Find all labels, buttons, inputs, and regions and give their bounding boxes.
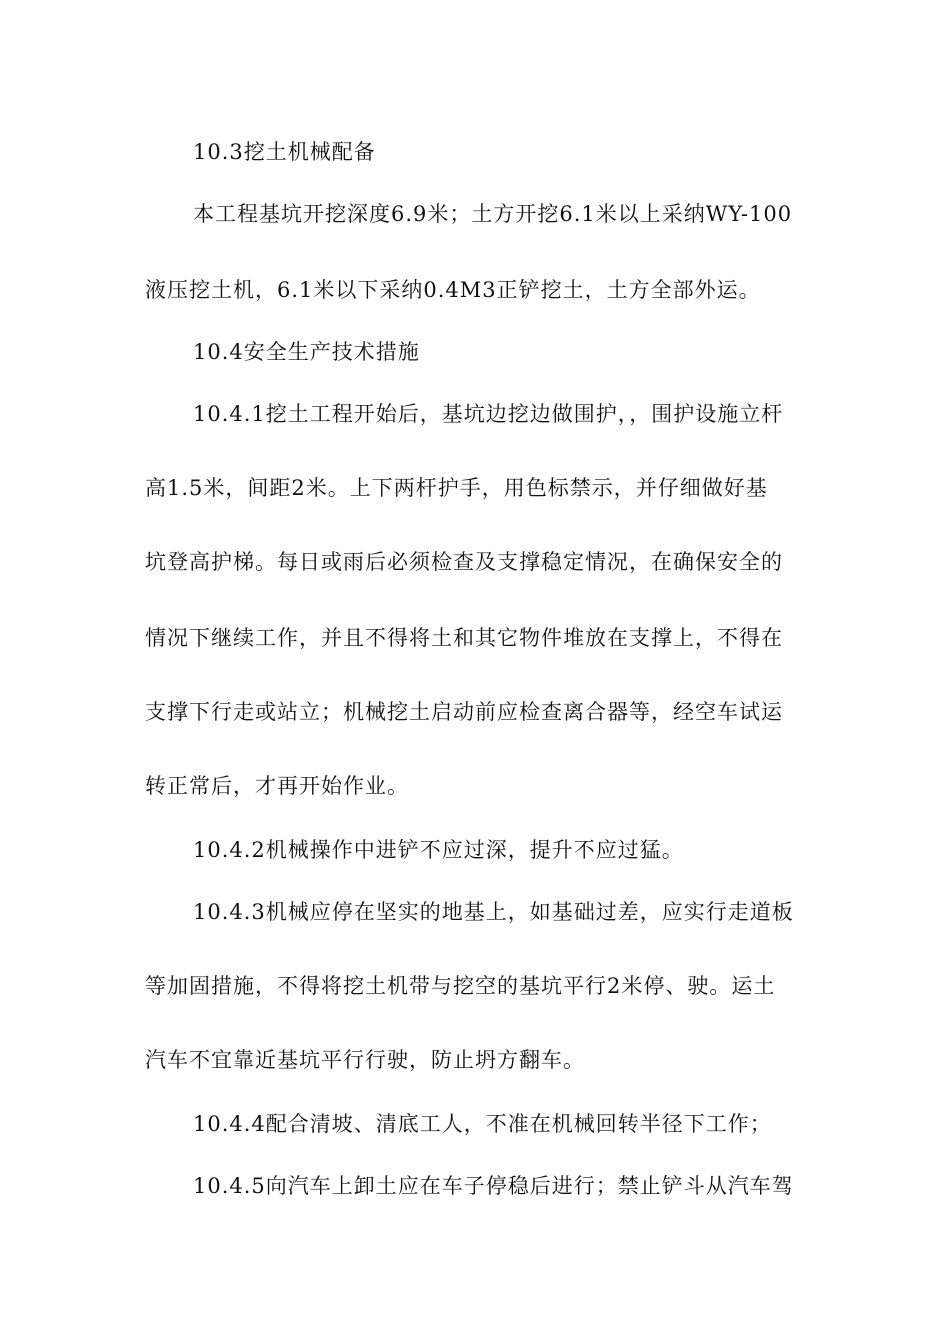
paragraph-line: 10.4.5向汽车上卸土应在车子停稳后进行；禁止铲斗从汽车驾 <box>193 1174 794 1198</box>
paragraph-line: 支撑下行走或站立；机械挖土启动前应检查离合器等，经空车试运 <box>145 700 783 724</box>
section-heading-10-4: 10.4安全生产技术措施 <box>193 340 420 364</box>
paragraph-line: 10.4.2机械操作中进铲不应过深，提升不应过猛。 <box>193 838 684 862</box>
paragraph-line: 高1.5米，间距2米。上下两杆护手，用色标禁示，并仔细做好基 <box>145 476 768 500</box>
paragraph-line: 等加固措施，不得将挖土机带与挖空的基坑平行2米停、驶。运土 <box>145 974 776 998</box>
paragraph-line: 坑登高护梯。每日或雨后必须检查及支撑稳定情况，在确保安全的 <box>145 550 783 574</box>
paragraph-line: 10.4.4配合清坡、清底工人，不准在机械回转半径下工作； <box>193 1112 772 1136</box>
paragraph-line: 10.4.1挖土工程开始后，基坑边挖边做围护，，围护设施立杆 <box>193 402 784 426</box>
section-heading-10-3: 10.3挖土机械配备 <box>193 140 376 164</box>
paragraph-line: 转正常后，才再开始作业。 <box>145 774 409 798</box>
paragraph-line: 汽车不宜靠近基坑平行行驶，防止坍方翻车。 <box>145 1048 585 1072</box>
paragraph-line: 10.4.3机械应停在坚实的地基上，如基础过差，应实行走道板 <box>193 900 794 924</box>
paragraph-line: 情况下继续工作，并且不得将土和其它物件堆放在支撑上，不得在 <box>145 626 783 650</box>
paragraph-line: 液压挖土机，6.1米以下采纳0.4M3正铲挖土，土方全部外运。 <box>145 278 761 302</box>
paragraph-line: 本工程基坑开挖深度6.9米；土方开挖6.1米以上采纳WY-100 <box>193 202 793 226</box>
